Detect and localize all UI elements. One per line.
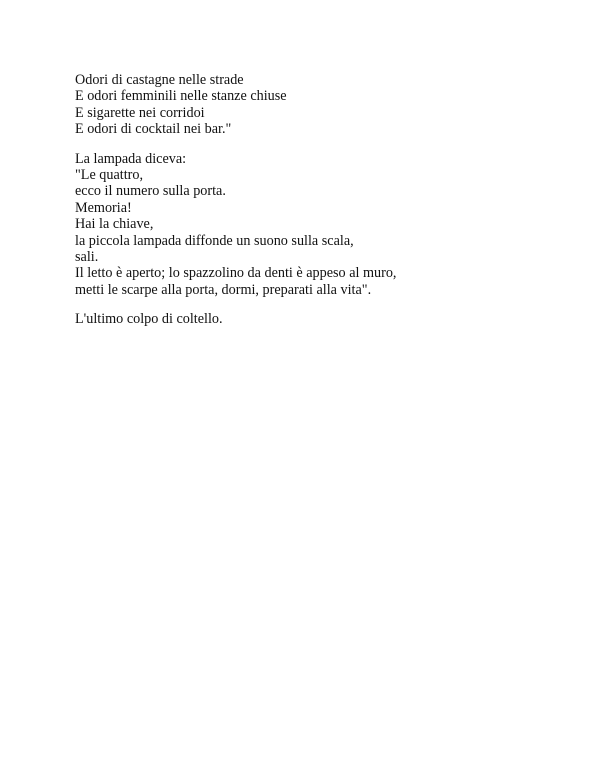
poem-line: la piccola lampada diffonde un suono sulla scala, — [75, 232, 354, 249]
poem-line: E sigarette nei corridoi — [75, 104, 205, 121]
stanza-1 — [75, 72, 555, 138]
poem-line: E odori femminili nelle stanze chiuse — [75, 88, 287, 105]
poem-line: Il letto è aperto; lo spazzolino da denti è appeso al muro, — [75, 265, 397, 282]
poem-line: L'ultimo colpo di coltello. — [75, 311, 223, 328]
poem-line: Odori di castagne nelle strade — [75, 72, 244, 88]
poem-line: La lampada diceva: — [75, 150, 187, 167]
poem-line: sali. — [75, 249, 99, 266]
stanza-3 — [75, 311, 555, 327]
poem-line: metti le scarpe alla porta, dormi, preparati alla vita". — [75, 281, 372, 298]
poem-line: "Le quattro, — [75, 167, 144, 184]
poem-line: Hai la chiave, — [75, 216, 154, 233]
poem-text — [75, 72, 555, 341]
poem-line: ecco il numero sulla porta. — [75, 183, 226, 200]
poem-line: Memoria! — [75, 199, 132, 216]
stanza-2 — [75, 151, 555, 299]
poem-line: E odori di cocktail nei bar." — [75, 121, 232, 138]
